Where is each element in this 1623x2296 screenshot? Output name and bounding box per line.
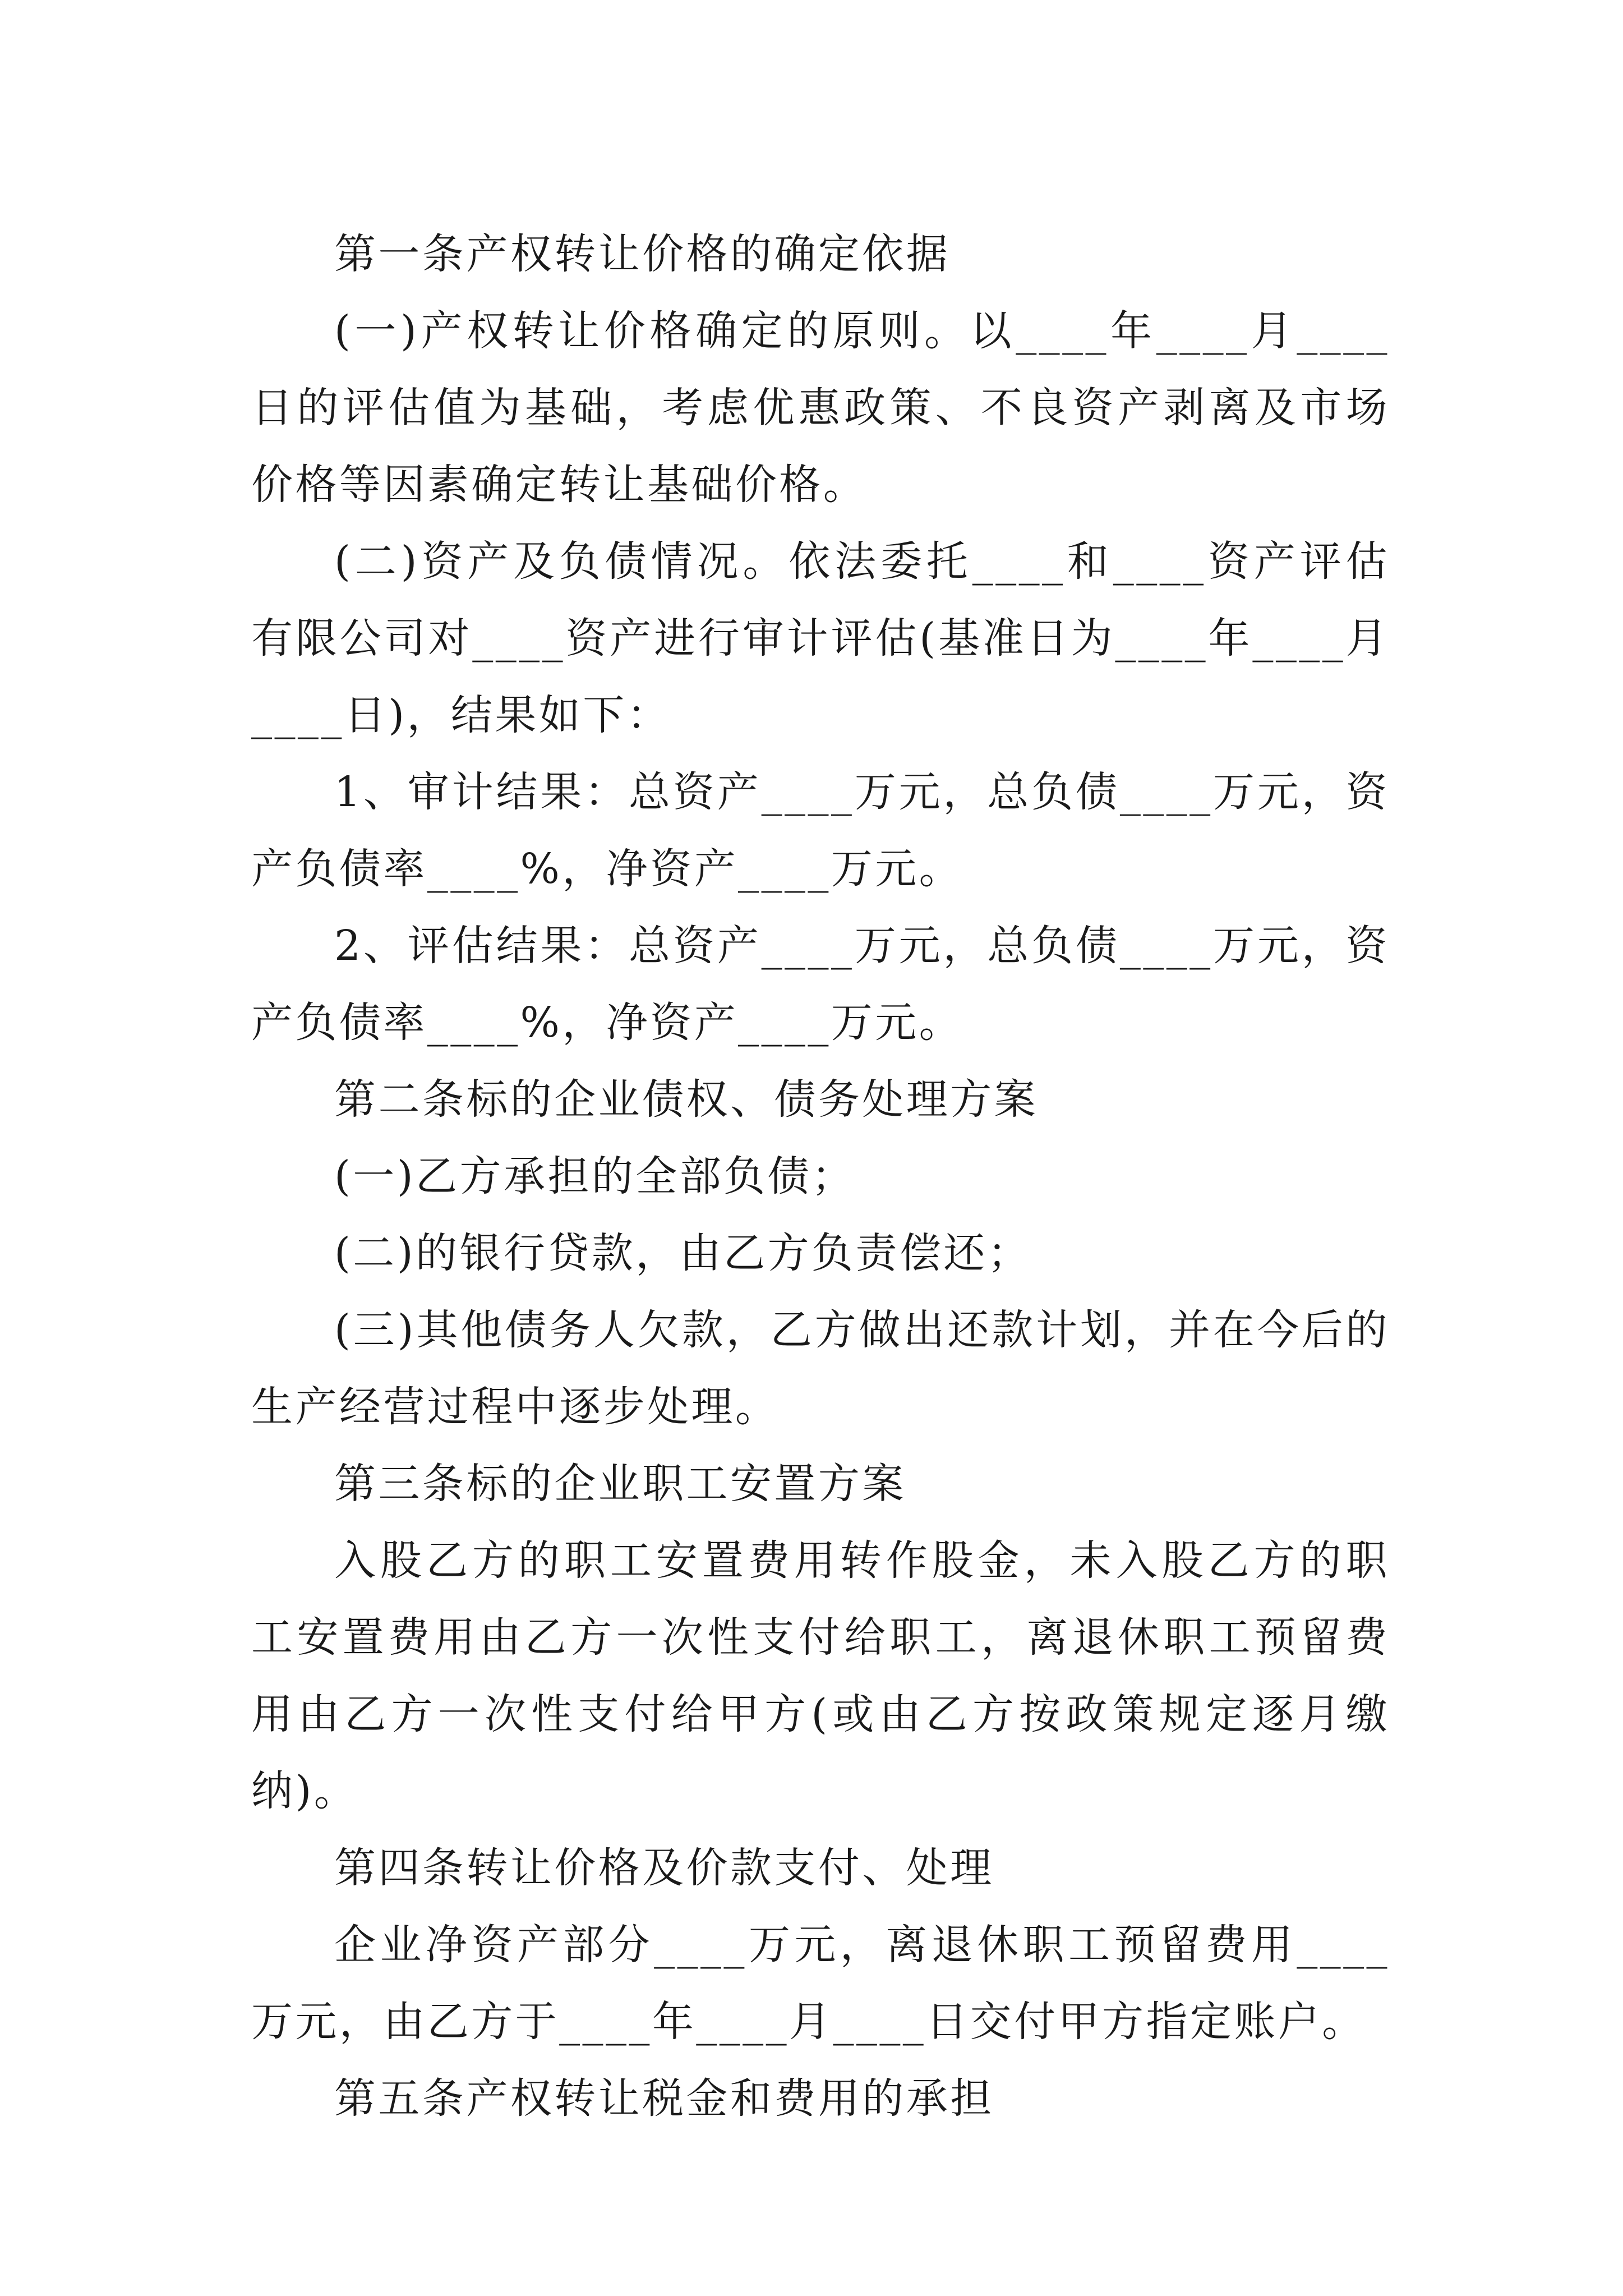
article-3-heading: 第三条标的企业职工安置方案 [334,1460,906,1508]
article-4-heading: 第四条转让价格及价款支付、处理 [334,1844,994,1892]
article-2-clause-2: (二)的银行贷款，由乙方负责偿还； [334,1229,1032,1277]
article-5-heading: 第五条产权转让税金和费用的承担 [334,2074,994,2123]
article-1-clause-1: (一)产权转让价格确定的原则。以____年____月____日的评估值为基础，考虑优惠政策、不良资产剥离及市场价格等因素确定转让基础价格。 [251,307,1390,509]
audit-result: 1、审计结果：总资产____万元，总负债____万元，资产负债率____%，净资产____万元。 [251,768,1390,893]
appraisal-result: 2、评估结果：总资产____万元，总负债____万元，资产负债率____%，净资产____万元。 [251,922,1390,1047]
article-2-clause-1: (一)乙方承担的全部负债； [334,1152,856,1200]
article-4-body: 企业净资产部分____万元，离退休职工预留费用____万元，由乙方于____年____月____日交付甲方指定账户。 [251,1921,1390,2046]
article-3-body: 入股乙方的职工安置费用转作股金，未入股乙方的职工安置费用由乙方一次性支付给职工，离退休职工预留费用由乙方一次性支付给甲方(或由乙方按政策规定逐月缴纳)。 [251,1536,1390,1815]
article-2-clause-3: (三)其他债务人欠款，乙方做出还款计划，并在今后的生产经营过程中逐步处理。 [251,1306,1390,1431]
article-1-heading: 第一条产权转让价格的确定依据 [334,230,951,278]
article-1-clause-2: (二)资产及负债情况。依法委托____和____资产评估有限公司对____资产进行审计评估(基准日为____年____月____日)，结果如下： [251,537,1390,739]
article-2-heading: 第二条标的企业债权、债务处理方案 [334,1075,1039,1124]
document-body [251,216,1390,2137]
